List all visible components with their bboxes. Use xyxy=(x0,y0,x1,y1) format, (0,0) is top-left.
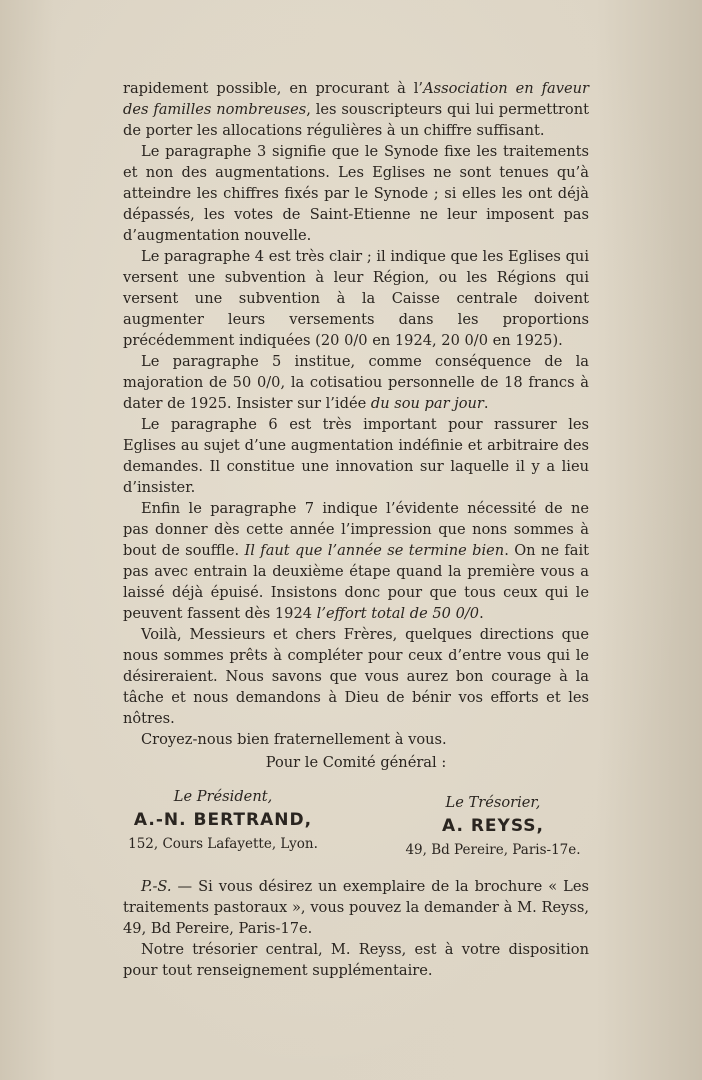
president-role: Le Président, xyxy=(173,788,273,805)
postscript-paragraph: P.-S. — Si vous désirez un exemplaire de la brochure « Les traitements pastoraux », vous pouvez la demander à M. Reyss, 49, Bd Pereire, Paris-17e. xyxy=(123,878,589,937)
signature-treasurer xyxy=(393,792,593,862)
treasurer-name: A. REYSS, xyxy=(441,816,545,836)
signature-president xyxy=(123,786,323,856)
body-paragraph: Le paragraphe 6 est très important pour rassurer les Eglises au sujet d’une augmentation indéfinie et arbitraire des demandes. Il constitue une innovation sur laquelle il y a lieu d’insister. xyxy=(123,416,589,496)
italic-phrase: P.-S. xyxy=(141,878,172,895)
postscript-paragraph: Notre trésorier central, M. Reyss, est à votre disposition pour tout renseignement supplémentaire. xyxy=(123,941,589,979)
body-paragraphs xyxy=(123,78,589,750)
body-paragraph: Le paragraphe 3 signifie que le Synode fixe les traitements et non des augmentations. Les Eglises ne sont tenues qu’à atteindre les chiffres fixés par le Synode ; si elles les ont déjà dépassés, les votes de Saint-Etienne ne leur imposent pas d’augmentation nouvelle. xyxy=(123,143,589,244)
president-address: 152, Cours Lafayette, Lyon. xyxy=(128,836,318,852)
italic-phrase: Il faut que l’année se termine bien xyxy=(244,542,505,559)
letter-body xyxy=(123,78,589,773)
treasurer-address: 49, Bd Pereire, Paris-17e. xyxy=(405,842,581,858)
postscript xyxy=(123,876,589,981)
body-paragraph: Croyez-nous bien fraternellement à vous. xyxy=(141,731,447,748)
closing-line: Pour le Comité général : xyxy=(265,754,447,771)
italic-phrase: du sou par jour xyxy=(370,395,484,412)
body-paragraph: Enfin le paragraphe 7 indique l’évidente nécessité de ne pas donner dès cette année l’impression que nons sommes à bout de souffle. Il faut que l’année se termine bien. On ne fait pas avec entrain la deuxième étape quand la première vous a laissé déjà épuisé. Insistons donc pour que tous ceux qui le peuvent fassent dès 1924 l’effort total de 50 0/0. xyxy=(123,500,589,622)
body-paragraph: rapidement possible, en procurant à l’Association en faveur des familles nombreuses, les souscripteurs qui lui permettront de porter les allocations régulières à un chiffre suffisant. xyxy=(123,80,589,139)
body-paragraph: Le paragraphe 4 est très clair ; il indique que les Eglises qui versent une subvention à leur Région, ou les Régions qui versent une subvention à la Caisse centrale doivent augmenter leurs versements dans les proportions précédemment indiquées (20 0/0 en 1924, 20 0/0 en 1925). xyxy=(123,248,589,349)
italic-phrase: l’effort total de 50 0/0 xyxy=(316,605,480,622)
treasurer-role: Le Trésorier, xyxy=(445,794,541,811)
body-paragraph: Voilà, Messieurs et chers Frères, quelques directions que nous sommes prêts à compléter pour ceux d’entre vous qui le désireraient. Nous savons que vous aurez bon courage à la tâche et nous demandons à Dieu de bénir vos efforts et les nôtres. xyxy=(123,626,589,727)
president-name: A.-N. BERTRAND, xyxy=(133,810,313,830)
body-paragraph: Le paragraphe 5 institue, comme conséquence de la majoration de 50 0/0, la cotisatiou personnelle de 18 francs à dater de 1925. Insister sur l’idée du sou par jour. xyxy=(123,353,589,412)
italic-phrase: Association en faveur des familles nombreuses xyxy=(123,80,589,118)
